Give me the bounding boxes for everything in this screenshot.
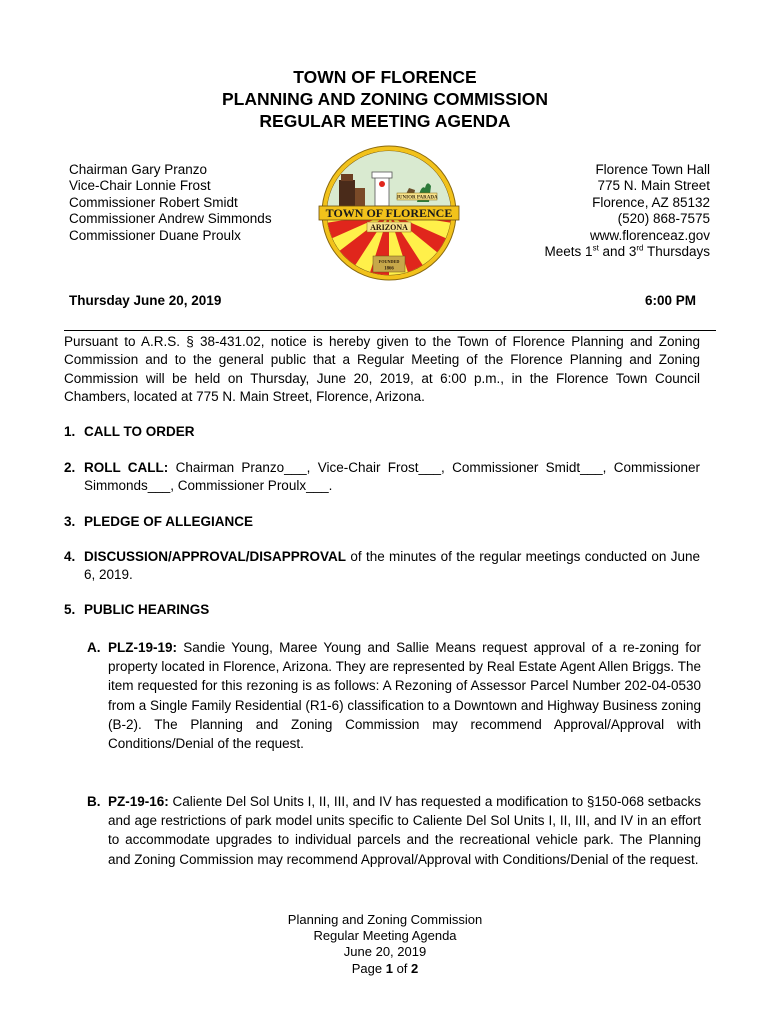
seal-founded: FOUNDED	[378, 259, 400, 264]
contact-city: Florence, AZ 85132	[592, 194, 710, 210]
title-line-3: REGULAR MEETING AGENDA	[259, 111, 511, 131]
footer-line-1: Planning and Zoning Commission	[287, 912, 483, 927]
hearing-code: PLZ-19-19:	[108, 640, 178, 655]
item-number: 2.	[64, 460, 76, 475]
hearing-letter: A.	[87, 640, 101, 655]
member-vice-chair: Vice-Chair Lonnie Frost	[69, 178, 211, 194]
member-chairman: Chairman Gary Pranzo	[69, 162, 208, 177]
meeting-date: Thursday June 20, 2019	[69, 293, 222, 308]
contact-meets: Meets 1st and 3rd Thursdays	[544, 243, 710, 260]
page-footer	[0, 912, 770, 977]
seal-banner-small: JUNIOR PARADA	[396, 195, 438, 201]
title-line-2: PLANNING AND ZONING COMMISSION	[221, 89, 548, 109]
agenda-item-minutes-approval	[64, 548, 700, 585]
hearing-text: Sandie Young, Maree Young and Sallie Means request approval of a re-zoning for property located in Florence, Arizona. They are represented by Real Estate Agent Allen Briggs. The item requested for this rezoning is as follows: A Rezoning of Assessor Parcel Number 202-04-0530 from a Single Family Residential (R1-6) classification to a Downtown and Highway Business zoning (B-2). The Planning and Zoning Commission may recommend Approval/Approval with Conditions/Denial of the request.	[108, 640, 701, 752]
town-hall-contact	[545, 162, 710, 260]
item-heading: PUBLIC HEARINGS	[84, 602, 210, 617]
hearing-text: Caliente Del Sol Units I, II, III, and IV has requested a modification to §150-068 setbacks and age restrictions of park model units specific to Caliente Del Sol Units I, II, III, and IV in an effort to accommodate upgrades to individual parcels and the recreational vehicle park. The Planning and Zoning Commission may recommend Approval/Approval with Conditions/Denial of the request.	[108, 794, 701, 867]
page-number: Page 1 of 2	[351, 960, 419, 976]
agenda-item-pledge	[64, 513, 700, 531]
seal-state: ARIZONA	[370, 223, 408, 232]
hearing-item-plz-19-19	[87, 638, 701, 753]
commission-members	[69, 162, 272, 244]
contact-phone: (520) 868-7575	[617, 211, 710, 227]
title-line-1: TOWN OF FLORENCE	[293, 67, 477, 87]
item-text: of the minutes of the regular meetings conducted on June 6, 2019.	[84, 549, 700, 583]
hearing-item-pz-19-16	[87, 792, 701, 869]
item-heading: DISCUSSION/APPROVAL/DISAPPROVAL	[84, 549, 347, 564]
contact-street: 775 N. Main Street	[597, 178, 710, 194]
town-seal-logo	[317, 144, 461, 282]
item-number: 1.	[64, 424, 76, 439]
item-text: Chairman Pranzo___, Vice-Chair Frost___, Commissioner Smidt___, Commissioner Simmonds___, Commissioner Proulx___.	[84, 460, 700, 494]
item-heading: PLEDGE OF ALLEGIANCE	[84, 514, 254, 529]
hearing-letter: B.	[87, 794, 101, 809]
meeting-time: 6:00 PM	[644, 293, 696, 308]
agenda-title	[0, 66, 770, 132]
hearing-code: PZ-19-16:	[108, 794, 169, 809]
member-commissioner: Commissioner Robert Smidt	[69, 194, 238, 210]
item-number: 4.	[64, 549, 76, 564]
seal-banner-main: TOWN OF FLORENCE	[325, 206, 453, 220]
contact-hall: Florence Town Hall	[595, 162, 710, 177]
item-number: 5.	[64, 602, 76, 617]
item-heading: CALL TO ORDER	[84, 424, 195, 439]
agenda-item-call-to-order	[64, 423, 700, 441]
item-number: 3.	[64, 514, 76, 529]
seal-year: 1866	[384, 266, 394, 272]
agenda-item-roll-call	[64, 459, 700, 496]
header-divider	[64, 330, 716, 331]
member-commissioner: Commissioner Andrew Simmonds	[69, 211, 272, 227]
item-heading: ROLL CALL:	[84, 460, 169, 475]
notice-paragraph: Pursuant to A.R.S. § 38-431.02, notice is hereby given to the Town of Florence Planning and Zoning Commission and to the general public that a Regular Meeting of the Florence Planning and Zoning Commission will be held on Thursday, June 20, 2019, at 6:00 p.m., in the Florence Town Council Chambers, located at 775 N. Main Street, Florence, Arizona.	[64, 334, 700, 405]
agenda-item-public-hearings	[64, 601, 700, 619]
member-commissioner: Commissioner Duane Proulx	[69, 227, 241, 243]
contact-website: www.florenceaz.gov	[589, 227, 710, 243]
footer-line-2: Regular Meeting Agenda	[313, 928, 457, 944]
footer-line-3: June 20, 2019	[343, 944, 427, 960]
